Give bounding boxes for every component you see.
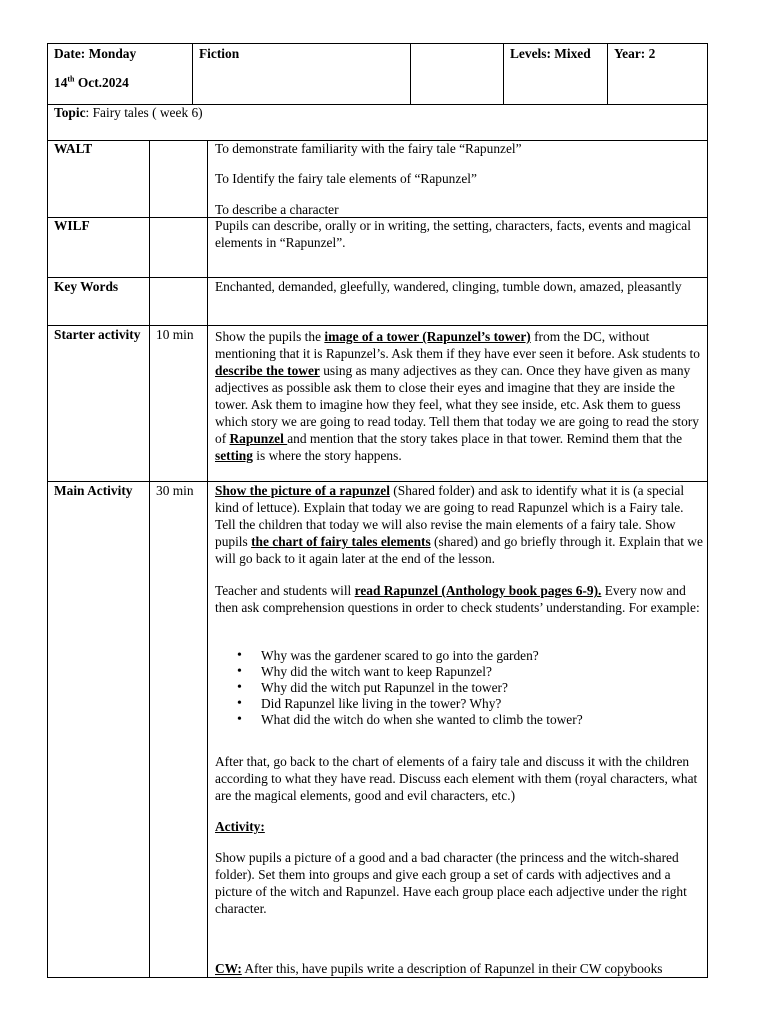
walt-label: WALT [54,141,93,156]
main-activity-label: Main Activity [54,483,133,498]
cw-instruction: CW: After this, have pupils write a description of Rapunzel in their CW copybooks [215,961,663,976]
walt-line-1: To demonstrate familiarity with the fairy tale “Rapunzel” [215,141,522,156]
col-divider [607,43,608,104]
walt-line-2: To Identify the fairy tale elements of “Rapunzel” [215,171,477,186]
subject-value: Fiction [199,46,240,61]
col-divider [149,140,150,978]
main-paragraph-1: Show the picture of a rapunzel (Shared folder) and ask to identify what it is (a special kind of lettuce). Explain that today we are going to read Rapunzel which is a Fairy tale. Tell the children that today we will also revise the main elements of a fairy tale. Show pupils the chart of fairy tales elements (shared) and go briefly through it. Explain that we will go back to it again later at the end of the lesson. [215,483,703,566]
row-divider [47,325,708,326]
wilf-label: WILF [54,218,90,233]
main-paragraph-3: After that, go back to the chart of elements of a fairy tale and discuss it with the children according to what they have read. Discuss each element with them (royal characters, what are the magical elements, good and evil characters, etc.) [215,754,698,803]
main-activity-time: 30 min [156,483,194,498]
starter-time: 10 min [156,327,194,342]
activity-heading: Activity: [215,819,265,834]
keywords-label: Key Words [54,279,119,294]
col-divider [192,43,193,104]
question-item: • Why did the witch want to keep Rapunzel? [215,664,703,680]
col-divider [503,43,504,104]
question-item: • What did the witch do when she wanted to climb the tower? [215,712,703,728]
keywords-text: Enchanted, demanded, gleefully, wandered, clinging, tumble down, amazed, pleasantly [215,279,682,294]
date-value: 14th Oct.2024 [54,74,129,90]
walt-line-3: To describe a character [215,202,339,217]
question-item: • Why was the gardener scared to go into the garden? [215,648,703,664]
question-item: • Did Rapunzel like living in the tower? Why? [215,696,703,712]
topic-text: Topic: Fairy tales ( week 6) [54,105,203,120]
col-divider [410,43,411,104]
starter-text: Show the pupils the image of a tower (Rapunzel’s tower) from the DC, without mentioning that it is Rapunzel’s. Ask them if they have ever seen it before. Ask students to describe the tower using as many adjectives as they can. Once they have given as many adjectives as possible ask them to close their eyes and imagine that they are inside the tower. Ask them to imagine how they feel, what they see inside, etc. Ask them to guess which story we are going to read today. Tell them that today we are going to read the story of Rapunzel and mention that the story takes place in that tower. Remind them that the setting is where the story happens. [215,329,700,463]
main-paragraph-2: Teacher and students will read Rapunzel (Anthology book pages 6-9). Every now and then ask comprehension questions in order to check students’ understanding. For example: [215,583,700,615]
comprehension-questions [215,648,703,728]
date-label: Date: Monday [54,46,137,61]
levels-value: Levels: Mixed [510,46,591,61]
year-value: Year: 2 [614,46,656,61]
question-item: • Why did the witch put Rapunzel in the tower? [215,680,703,696]
col-divider [207,140,208,978]
wilf-text: Pupils can describe, orally or in writing, the setting, characters, facts, events and magical elements in “Rapunzel”. [215,218,691,250]
main-paragraph-4: Show pupils a picture of a good and a bad character (the princess and the witch-shared folder). Set them into groups and give each group a set of cards with adjectives and a picture of the witch and Rapunzel. Have each group place each adjective under the right character. [215,850,687,916]
starter-label: Starter activity [54,327,141,342]
